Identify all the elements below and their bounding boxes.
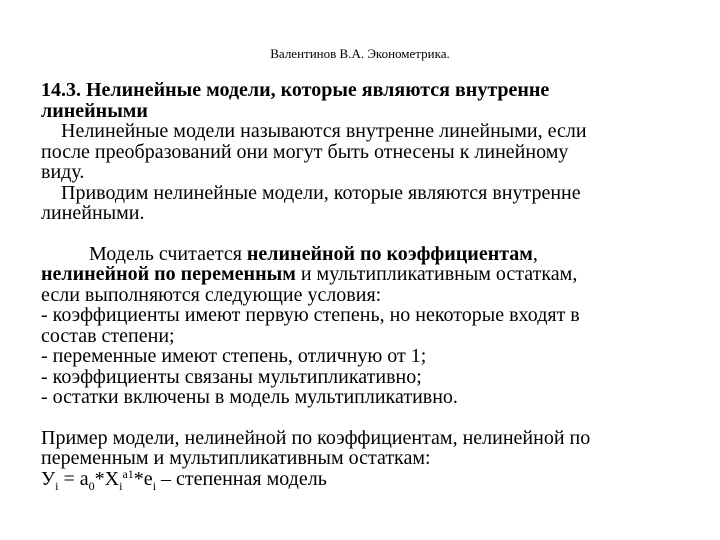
conditions-bold-coeff: нелинейной по коэффициентам xyxy=(246,242,533,265)
conditions-line1 xyxy=(41,244,681,265)
section-title xyxy=(41,80,681,121)
conditions-line2-post: и мультипликативным остаткам, xyxy=(295,263,578,285)
conditions-line1-pre: Модель считается xyxy=(89,242,247,265)
list-item: - остатки включены в модель мультипликативно. xyxy=(41,386,458,408)
formula-tail: – степенная модель xyxy=(156,467,327,490)
intro-line2: линейными. xyxy=(41,202,145,224)
formula-eq: = a xyxy=(58,467,89,490)
section-title-line2: линейными xyxy=(41,99,148,122)
definition-line1: Нелинейные модели называются внутренне линейными, если xyxy=(61,120,587,142)
formula-e-sub: i xyxy=(152,478,157,493)
list-item: состав степени; xyxy=(41,324,175,347)
section-title-line1: 14.3. Нелинейные модели, которые являются внутренне xyxy=(41,79,550,101)
spacer xyxy=(41,224,681,244)
conditions-bold-vars: нелинейной по переменным xyxy=(41,263,296,285)
list-item: - коэффициенты связаны мультипликативно; xyxy=(41,365,422,388)
conditions-line2 xyxy=(41,264,681,285)
formula-x-sup: a1 xyxy=(122,466,134,481)
list-item: - коэффициенты имеют первую степень, но некоторые входят в xyxy=(41,304,580,326)
formula-times-e: *e xyxy=(133,467,153,490)
example-line1: Пример модели, нелинейной по коэффициентам, нелинейной по xyxy=(41,426,591,449)
example-line2: переменным и мультипликативным остаткам: xyxy=(41,447,431,469)
definition-line3: виду. xyxy=(41,161,85,183)
formula-x-sub: i xyxy=(119,478,123,493)
list-item: - переменные имеют степень, отличную от 1; xyxy=(41,345,427,367)
conditions-line1-post: , xyxy=(532,242,538,265)
spacer xyxy=(41,408,681,428)
formula xyxy=(41,466,681,493)
main-content xyxy=(41,79,681,493)
formula-y-sub: i xyxy=(55,478,59,493)
formula-a-sub: 0 xyxy=(88,478,95,493)
definition-line2: после преобразований они могут быть отнесены к линейному xyxy=(41,140,569,163)
formula-y: У xyxy=(41,467,56,490)
intro-line1: Приводим нелинейные модели, которые являются внутренне xyxy=(61,181,581,204)
formula-times-x: *X xyxy=(94,467,120,490)
conditions-line3: если выполняются следующие условия: xyxy=(41,283,382,306)
page-header: Валентинов В.А. Эконометрика. xyxy=(270,46,450,61)
